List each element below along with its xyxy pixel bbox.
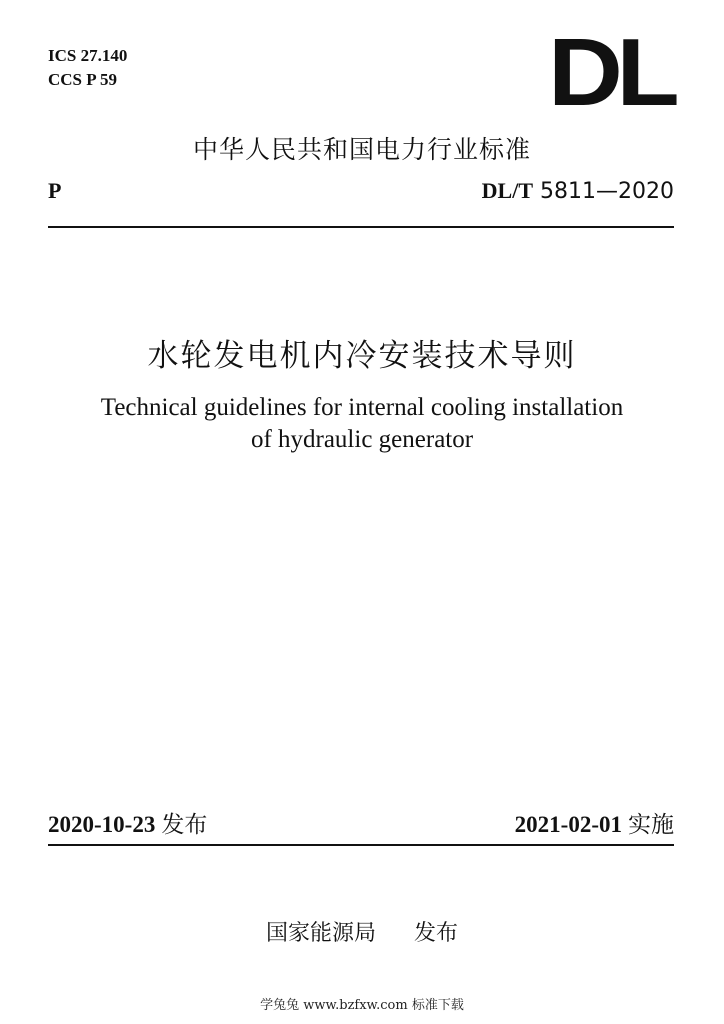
issue-date: 2020-10-23 bbox=[48, 812, 156, 837]
publisher-name: 国家能源局 bbox=[265, 921, 376, 946]
top-divider bbox=[48, 226, 674, 228]
bottom-divider bbox=[48, 844, 674, 846]
publisher-line bbox=[0, 916, 724, 947]
implement-label: 实施 bbox=[628, 812, 674, 838]
title-english-line2: of hydraulic generator bbox=[250, 426, 474, 453]
publisher-action: 发布 bbox=[414, 921, 459, 946]
implement-date-block bbox=[515, 806, 674, 839]
issue-label: 发布 bbox=[161, 812, 208, 838]
issue-date-block bbox=[48, 806, 207, 839]
standard-organization: 中华人民共和国电力行业标准 bbox=[192, 135, 531, 164]
title-chinese: 水轮发电机内冷安装技术导则 bbox=[147, 338, 577, 374]
watermark-text: 学兔兔 www.bzfxw.com 标准下载 bbox=[260, 998, 464, 1013]
standard-number-value: 5811—2020 bbox=[540, 179, 674, 204]
implement-date: 2021-02-01 bbox=[514, 812, 622, 837]
ics-code: ICS 27.140 bbox=[48, 46, 128, 65]
standard-code: DL/T bbox=[481, 178, 534, 203]
title-english-line1: Technical guidelines for internal cooling installation bbox=[100, 394, 624, 421]
classification-letter: P bbox=[48, 178, 62, 203]
dl-logo: DL bbox=[548, 19, 674, 126]
standard-number bbox=[482, 178, 674, 204]
ccs-code: CCS P 59 bbox=[48, 70, 117, 89]
